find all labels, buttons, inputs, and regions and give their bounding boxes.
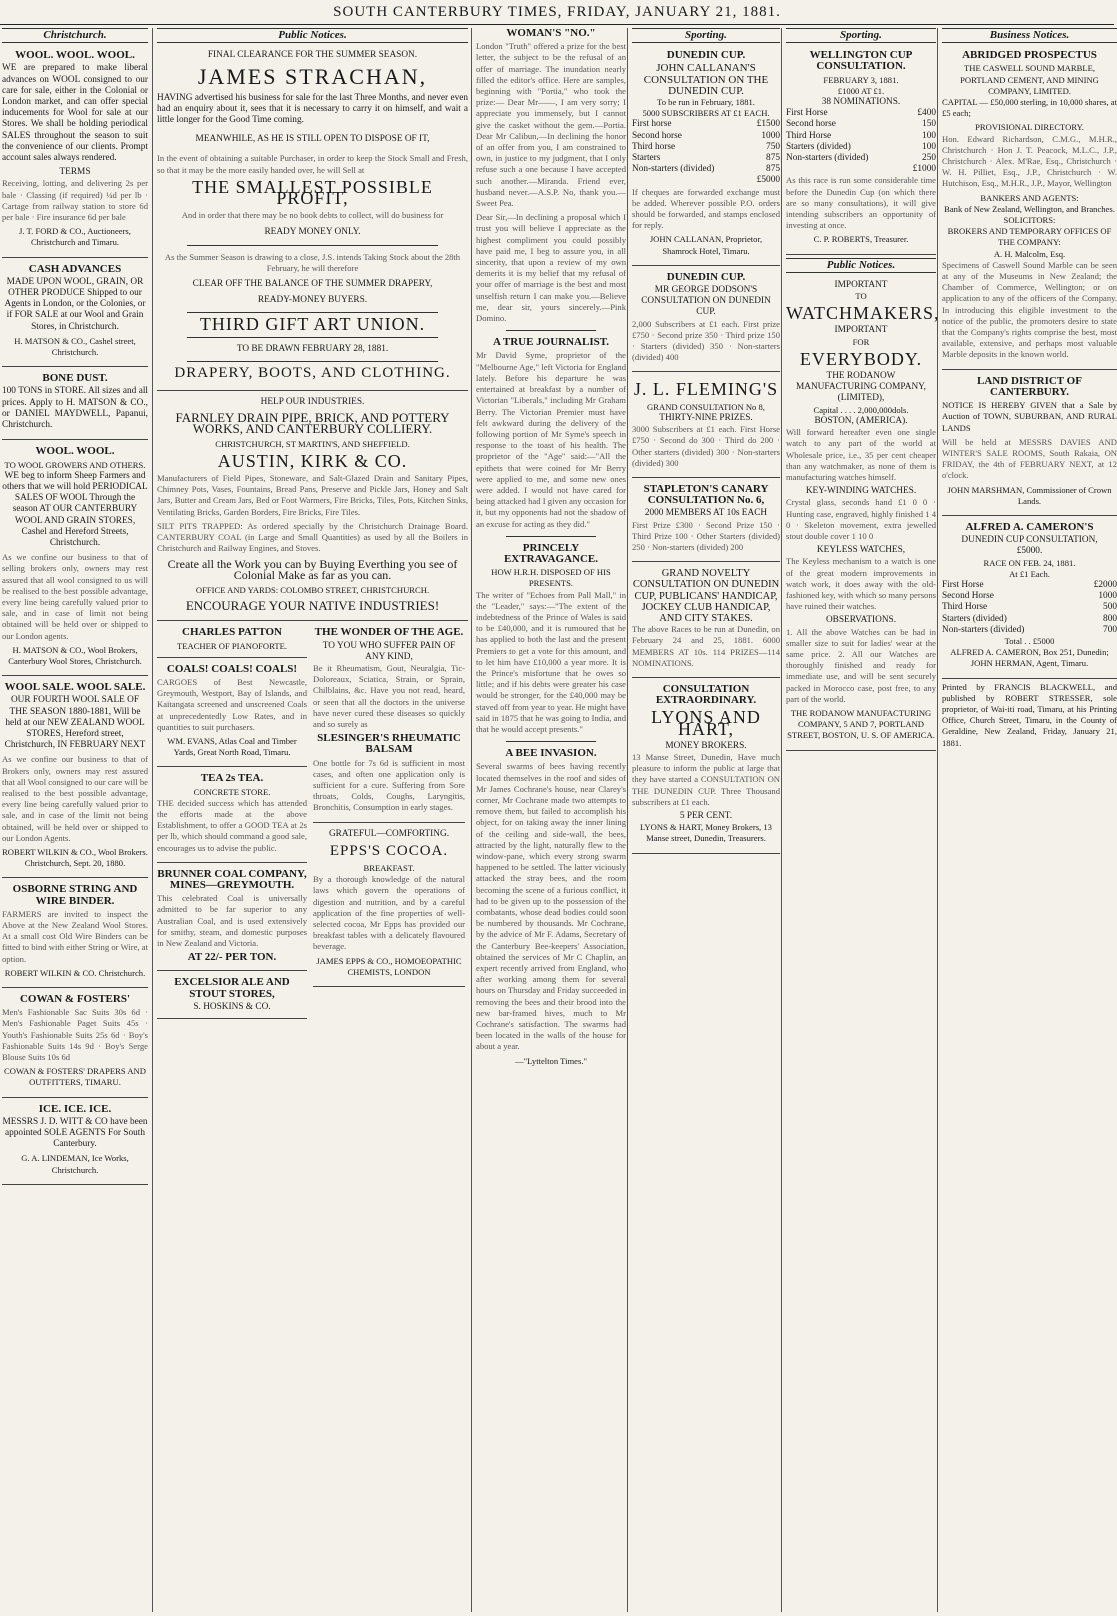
ad-title: EXCELSIOR ALE AND STOUT STORES, xyxy=(174,976,290,1000)
ad-encourage: ENCOURAGE YOUR NATIVE INDUSTRIES! xyxy=(185,598,440,614)
article-title: WOMAN'S "NO." xyxy=(506,27,596,39)
ad-headline: FINAL CLEARANCE FOR THE SUMMER SEASON. xyxy=(207,50,418,61)
prize-amount: 875 xyxy=(766,164,780,175)
prize-label: Non-starters (divided) xyxy=(942,624,1025,635)
ad-each: At £1 Each. xyxy=(1009,568,1050,579)
ad-subtitle: TO WOOL GROWERS AND OTHERS. xyxy=(4,459,146,470)
ad-title: WELLINGTON CUP CONSULTATION. xyxy=(809,49,913,73)
ad-filler: This celebrated Coal is universally admitted to be far superior to any Australian Coal, and is used extensively for smithy, steam, and domestic purposes in New Zealand and Victoria. xyxy=(157,893,307,948)
prize-label: First horse xyxy=(632,119,672,130)
ad-sufferers: TO YOU WHO SUFFER PAIN OF ANY KIND, xyxy=(322,640,456,662)
prize-amount: £400 xyxy=(917,108,936,119)
column-business-notices xyxy=(937,28,1117,1612)
prize-label: First Horse xyxy=(942,579,984,590)
ad-to: TO xyxy=(855,291,867,302)
ad-filler: As we confine our business to that of selling brokers only, owners may rest assured that all wool consigned to us will be realised to the best possible advantage, every line being carefully valued prior to sale, and in case of limit not being obtained will be held over or shipped to our London agents. xyxy=(2,552,148,641)
ad-signature: JOHN MARSHMAN, Commissioner of Crown Lands. xyxy=(947,484,1112,506)
prize-row xyxy=(632,164,780,175)
ad-epps xyxy=(313,826,465,987)
column-articles xyxy=(471,28,626,1612)
ad-filler: 2,000 Subscribers at £1 each. First prize £750 · Second prize 350 · Third prize 150 · Starters (divided) 350 · Non-starters (divided) 400 xyxy=(632,318,780,363)
ad-filler: Crystal glass, seconds hand £1 0 0 · Hunting case, engraved, highly finished 1 4 0 · Skeleton movement, extra jewelled stout double cover 1 10 0 xyxy=(786,497,936,541)
ad-signature: H. MATSON & CO., Wool Brokers, Canterbury Wool Stores, Christchurch. xyxy=(8,644,142,666)
ad-for: FOR xyxy=(852,336,870,347)
column-christchurch xyxy=(2,28,148,1612)
prize-row xyxy=(942,602,1117,613)
ad-filler: THE decided success which has attended the efforts made at the above Establishment, to offer a GOOD TEA at 2s per lb, which should command a good sale, encourages us to advise the public. xyxy=(157,797,307,853)
ad-filler: Specimens of Caswell Sound Marble can be seen at any of the Museums in New Zealand; the Chamber of Commerce, Wellington; or on application to any of the officers of the Company. In introducing this eligible investment to the notice of the public, the promoters desire to state that the Company's rights comprise the best, most available, extensive, and perhaps most valuable Marble deposits in the known world. xyxy=(942,259,1117,360)
ad-art-union: THIRD GIFT ART UNION. xyxy=(199,314,426,335)
ad-filler: Hon. Edward Richardson, C.M.G., M.H.R., Christchurch · Hon J. T. Peacock, M.L.C., J.P., Christchurch · Alex. M'Rae, Esq., Christchurch · W. H. Pilliet, Esq., J.P., Christchurch · W. Hutchison, Esq., M.H.R., J.P., Mayor, Wellington xyxy=(942,133,1117,189)
ad-filler: CARGOES of Best Newcastle, Greymouth, Westport, Bay of Islands, and Kaitangata screened and unscreened Coals at unprecedentedly Low Rates, and in quantities to suit purchasers. xyxy=(157,676,307,732)
prize-label: Second Horse xyxy=(942,591,994,602)
prize-total: Total . . £5000 xyxy=(1004,635,1055,646)
ad-filler: 13 Manse Street, Dunedin, Have much pleasure to inform the public at large that they have started a CONSULTATION ON THE DUNEDIN CUP. Three Thousand subscribers at £1 each. xyxy=(632,751,780,807)
ad-consultation: JOHN CALLANAN'S CONSULTATION ON THE DUNEDIN CUP. xyxy=(643,62,769,97)
ad-signature: JAMES EPPS & CO., HOMOEOPATHIC CHEMISTS, LONDON xyxy=(316,955,462,977)
ad-directory: PROVISIONAL DIRECTORY. xyxy=(975,122,1084,133)
ad-title: WOOL. WOOL. WOOL. xyxy=(15,49,135,62)
prize-row xyxy=(786,142,936,153)
prize-table xyxy=(632,119,780,175)
ad-filler: 3000 Subscribers at £1 each. First Horse £750 · Second do 300 · Third do 200 · Other starters (divided) 300 · Non-starters (divided) 300 xyxy=(632,424,780,468)
article-title: A BEE INVASION. xyxy=(505,747,597,760)
ad-filler: Manufacturers of Field Pipes, Stoneware, and Salt-Glazed Drain and Sanitary Pipes, Chimney Pots, Vases, Fountains, Bread Pans, Preserve and Pickle Jars, Honey and Salt Jars, Butter and Cream Jars, Bed or Foot Warmers, Fire Bricks, Tiles, Pots, Kitchen Sinks, Ventilating Bricks, Garden Borders, Fire Bricks, Fire Tiles. xyxy=(157,473,468,517)
section-header: Public Notices. xyxy=(786,258,936,273)
prize-amount: 100 xyxy=(922,130,936,141)
ad-signature: WM. EVANS, Atlas Coal and Timber Yards, Great North Road, Timaru. xyxy=(167,735,297,758)
ad-austin: AUSTIN, KIRK & CO. xyxy=(217,450,408,471)
ad-filler: The above Races to be run at Dunedin, on February 24 and 25, 1881. 6000 MEMBERS AT 10s. 114 PRIZES—114 NOMINATIONS. xyxy=(632,624,780,668)
ad-drawn: TO BE DRAWN FEBRUARY 28, 1881. xyxy=(236,343,389,354)
prize-row xyxy=(632,119,780,130)
prize-row xyxy=(632,142,780,153)
prize-label: Third Horse xyxy=(942,602,988,613)
prize-row xyxy=(942,625,1117,636)
ad-body: MADE UPON WOOL, GRAIN, OR OTHER PRODUCE Shipped to our Agents in London, or the Colonies, or if FOR SALE at our Wool and Grain Stores, in Christchurch. xyxy=(4,276,146,332)
ad-body: OUR FOURTH WOOL SALE OF THE SEASON 1880-1881, Will be held at our NEW ZEALAND WOOL STORES, Hereford street, Christchurch, IN FEBRUARY NEXT xyxy=(4,695,146,751)
prize-amount: 250 xyxy=(922,153,936,164)
prize-amount: 150 xyxy=(922,119,936,130)
ad-subhead: MEANWHILE, AS HE IS STILL OPEN TO DISPOSE OF IT, xyxy=(195,134,430,145)
article-title: A TRUE JOURNALIST. xyxy=(492,336,610,349)
ad-cowan-fosters xyxy=(2,991,148,1098)
column-public-notices xyxy=(152,28,468,1612)
prize-label: Starters (divided) xyxy=(786,141,851,152)
prize-label: Non-starters (divided) xyxy=(632,164,715,175)
ad-body: 100 TONS in STORE. All sizes and all prices. Apply to H. MATSON & CO., or DANIEL MAYDWELL, Papanui, Christchurch. xyxy=(2,386,148,431)
ad-filler: Receiving, lotting, and delivering 2s per bale · Classing (if required) ¼d per lb · Cartage from railway station to store 6d per bale · Fire insurance 6d per bale xyxy=(2,178,148,223)
ad-everybody: EVERYBODY. xyxy=(799,348,923,369)
prize-row xyxy=(786,131,936,142)
ad-novelty xyxy=(632,565,780,678)
ad-bone-dust xyxy=(2,370,148,440)
prize-amount: 1000 xyxy=(1098,591,1117,602)
ad-company: THE CASWELL SOUND MARBLE, PORTLAND CEMENT, AND MINING COMPANY, LIMITED. xyxy=(960,63,1099,96)
column-sporting xyxy=(627,28,780,1612)
ad-filler: Will be held at MESSRS DAVIES AND WINTER'S SALE ROOMS, South Rakaia, ON FRIDAY, the 4th of FEBRUARY NEXT, at 12 o'clock. xyxy=(942,436,1117,481)
ad-clear: CLEAR OFF THE BALANCE OF THE SUMMER DRAPERY, xyxy=(192,279,433,290)
prize-table xyxy=(786,108,936,164)
ad-title: ALFRED A. CAMERON'S xyxy=(965,520,1094,533)
ad-subtitle: MONEY BROKERS. xyxy=(665,740,747,751)
ad-body: MESSRS J. D. WITT & CO have been appointed SOLE AGENTS For South Canterbury. xyxy=(2,1116,148,1150)
ad-tea xyxy=(157,770,307,862)
ad-breakfast: BREAKFAST. xyxy=(363,862,415,873)
ad-ready-money-buyers: READY-MONEY BUYERS. xyxy=(257,295,368,306)
ad-signature: C. P. ROBERTS, Treasurer. xyxy=(813,234,909,245)
ad-cup: DUNEDIN CUP CONSULTATION, xyxy=(961,535,1098,546)
ad-filler: Men's Fashionable Sac Suits 30s 6d · Men's Fashionable Paget Suits 45s · Youth's Fashionable Suits 25s 6d · Boy's Fashionable Suits 14s 9d · Boy's Serge Blouse Suits 10s 6d xyxy=(2,1007,148,1063)
ad-keywinding: KEY-WINDING WATCHES. xyxy=(805,486,917,497)
prize-row xyxy=(632,153,780,164)
column-watchmakers xyxy=(781,28,940,1612)
ad-epps-title: EPPS'S COCOA. xyxy=(329,842,449,859)
article-body: London "Truth" offered a prize for the best letter, the subject to be the refusal of an offer of marriage. The inundation nearly filled the editor's office. Here are samples, beginning with "Portia," who took the prize:— Dear Mr——, I am very sorry; I appreciate you immensely, but I cannot give the casket without the gem.—Portia. Dear Mr Calibun,—In declining the honor of an offer from you, I am constrained to own, in justice to my judgment, that I only refuse such a one because I have accepted such another.—Miranda. Friend ever, husband never.—A.S.P. No, thank you.—Sweet Pea. xyxy=(476,41,626,209)
ad-terms: TERMS xyxy=(59,167,91,178)
prize-amount: 875 xyxy=(766,153,780,164)
section-header: Public Notices. xyxy=(157,28,468,43)
article-body: The writer of "Echoes from Pall Mall," in the "Leader," says:—"The extent of the indebtedness of the Prince of Wales is said to be £40,000, and it is rumoured that he has applied to both the last and the present Premiers to get a vote for this amount, and to let him have £10,000 a year more. It is the Prince's misfortune that he owes so little; and if his debts were greater his case would be stronger, for the £40,000 may be staved off from year to year. He might have said in 1875 that he was going to India, and that he would accept presents." xyxy=(476,589,626,734)
ad-ice xyxy=(2,1101,148,1185)
ad-company: THE RODANOW MANUFACTURING COMPANY, (LIMITED), xyxy=(795,371,926,404)
article-title: PRINCELY EXTRAVAGANCE. xyxy=(503,541,599,565)
ad-grid xyxy=(157,624,468,1022)
ad-intro: HAVING advertised his business for sale for the last Three Months, and never even had an enquiry about it, sees that it is necessary to carry it on himself, and wait a little longer for the Good Time coming. xyxy=(157,92,468,126)
prize-label: Second horse xyxy=(632,130,682,141)
ad-title: J. L. FLEMING'S xyxy=(633,379,779,400)
ad-string-binder xyxy=(2,881,148,988)
ad-important: IMPORTANT xyxy=(834,279,888,290)
ad-filler: And in order that there may be no book debts to collect, will do business for xyxy=(181,210,444,221)
ad-subtitle: CONCRETE STORE. xyxy=(193,786,271,797)
ad-filler: SILT PITS TRAPPED: As ordered specially by the Christchurch Drainage Board. CANTERBURY COAL (in Large and Small Quantities) as used by all the Boilers in Christchurch and Railway Engines, and Stoves. xyxy=(157,520,468,554)
prize-label: Non-starters (divided) xyxy=(786,153,869,164)
prize-row xyxy=(786,119,936,130)
prize-amount: £2000 xyxy=(1093,579,1117,590)
ad-cameron xyxy=(942,519,1117,679)
ad-office: OFFICE AND YARDS: COLOMBO STREET, CHRISTCHURCH. xyxy=(195,584,430,595)
ad-title: CHARLES PATTON xyxy=(182,626,282,639)
ad-capital: Capital . . . . 2,000,000dols. xyxy=(813,404,909,415)
ad-ready-money: READY MONEY ONLY. xyxy=(264,227,361,238)
masthead: SOUTH CANTERBURY TIMES, FRIDAY, JANUARY 21, 1881. xyxy=(0,0,1114,25)
ad-members: 2000 MEMBERS AT 10s EACH xyxy=(644,508,768,519)
ad-signature: ROBERT WILKIN & CO. Christchurch. xyxy=(4,967,146,978)
prize-total: £5000 xyxy=(756,175,780,186)
ad-subs: 5000 SUBSCRIBERS AT £1 EACH. xyxy=(642,108,770,119)
ad-filler: If cheques are forwarded exchange must be added. Wherever possible P.O. orders should be forwarded, and stamps enclosed for reply. xyxy=(632,186,780,231)
ad-title: ABRIDGED PROSPECTUS xyxy=(962,49,1097,62)
ad-signature: ALFRED A. CAMERON, Box 251, Dunedin; JOHN HERMAN, Agent, Timaru. xyxy=(950,647,1109,669)
ad-fee: £1000 AT £1. xyxy=(837,85,885,96)
prize-row xyxy=(942,614,1117,625)
ad-drapery: DRAPERY, BOOTS, AND CLOTHING. xyxy=(174,364,451,381)
ad-title: DUNEDIN CUP. xyxy=(666,49,746,62)
ad-name: LYONS AND HART, xyxy=(651,707,761,739)
ad-subtitle: GRAND CONSULTATION No 8, xyxy=(647,401,765,412)
ad-title: COALS! COALS! COALS! xyxy=(166,662,298,675)
ad-lyons-hart xyxy=(632,681,780,854)
ad-filler: 1. All the above Watches can be had in smaller size to suit for ladies' wear at the same price. 2. All our Watches are thoroughly finished and ready for immediate use, and will be sent securely packed in Morocco case, post free, to any part of the world. xyxy=(786,626,936,704)
ad-subtitle: TEACHER OF PIANOFORTE. xyxy=(176,640,287,651)
ad-title: WOOL. WOOL. xyxy=(35,445,115,458)
ad-important: IMPORTANT xyxy=(834,325,888,336)
ad-body: WE beg to inform Sheep Farmers and others that we will hold PERIODICAL SALES OF WOOL Through the season AT OUR CANTERBURY WOOL AND GRAIN STORES, Cashel and Hereford Streets, Christchurch. xyxy=(2,470,148,548)
article-body: Several swarms of bees having recently located themselves in the roof and sides of Mr James Cochrane's house, near Clarey's corner, Mr Cochrane made two attempts to remove them, but failed to accomplish his object, for on taking away the inner lining of the ceiling and side-wall, the bees, attracted by the light, naturally flew to the window-pane, which every strong swarm happened to be settled. The latter viciously attacked the stray bees, and the room becoming the scene of a furious conflict, it had to be given up to the possession of the combatants, whose dead bodies could soon be numbered by thousands. Mr Cochrane, by the advice of Mr F. Adams, Secretary of the Canterbury Bee-keepers' Association, obtained the services of Mr C Chaplin, an expert recently arrived from England, who after working among them for several hours on Thursday and Friday succeeded in removing the bees and their brood into the new bar-framed hives, much to Mr Cochrane's satisfaction. The swarms had been located in the walls of the house for about a year. xyxy=(476,761,626,1052)
ad-bank: Bank of New Zealand, Wellington, and Branches. xyxy=(944,203,1115,214)
prize-label: First Horse xyxy=(786,108,828,119)
ad-boston: BOSTON, (AMERICA). xyxy=(814,415,908,426)
ad-farnley xyxy=(157,394,468,621)
ad-title: LAND DISTRICT OF CANTERBURY. xyxy=(977,374,1082,398)
ad-percent: 5 PER CENT. xyxy=(679,810,733,821)
ad-patton xyxy=(157,624,307,657)
ad-secretary: A. H. Malcolm, Esq. xyxy=(993,248,1066,259)
ad-create: Create all the Work you can by Buying Everthing you see of Colonial Make as far as you can. xyxy=(167,556,458,582)
section-header: Sporting. xyxy=(786,28,936,43)
ad-consultation: MR GEORGE DODSON'S CONSULTATION ON DUNEDIN CUP. xyxy=(641,285,771,318)
ad-title: COWAN & FOSTERS' xyxy=(19,993,131,1006)
ad-caswell-sound xyxy=(942,47,1117,369)
prize-amount: 750 xyxy=(766,141,780,152)
prize-label: Third Horse xyxy=(786,130,832,141)
ad-filler: As the Summer Season is drawing to a close, J.S. intends Taking Stock about the 28th February, he will therefore xyxy=(164,251,461,273)
ad-profit: THE SMALLEST POSSIBLE PROFIT, xyxy=(192,176,433,209)
ad-wool xyxy=(2,47,148,257)
ad-observations: OBSERVATIONS. xyxy=(825,615,897,626)
ad-prizes: THIRTY-NINE PRIZES. xyxy=(659,412,753,423)
ad-subcolumn-left xyxy=(157,624,307,1022)
ad-capital: CAPITAL — £50,000 sterling, in 10,000 shares, at £5 each; xyxy=(942,97,1117,119)
ad-signature: H. MATSON & CO., Cashel street, Christchurch. xyxy=(14,335,136,358)
prize-label: Starters xyxy=(632,153,661,164)
article-quote: —"Lyttelton Times." xyxy=(515,1055,587,1066)
prize-label: Starters (divided) xyxy=(942,613,1007,624)
ad-title: GRAND NOVELTY CONSULTATION ON DUNEDIN CUP, PUBLICANS' HANDICAP, JOCKEY CLUB HANDICAP, AND CITY STAKES. xyxy=(632,568,780,624)
ad-price: AT 22/- PER TON. xyxy=(187,951,277,964)
article-body: Dear Sir,—In declining a proposal which I trust you will believe I appreciate as the highest compliment you could possibly have paid me, I beg to assure you, in all sincerity, that upon a review of my own demerits it is my belief that my refusal of your offer of marriage is the best and most unselfish return I can make you.—Believe me, dear sir, yours sincerely.—Pink Domino. xyxy=(476,212,626,324)
ad-grateful: GRATEFUL—COMFORTING. xyxy=(328,828,450,839)
ad-race: RACE ON FEB. 24, 1881. xyxy=(983,557,1076,568)
ad-title: WOOL SALE. WOOL SALE. xyxy=(4,681,146,694)
ad-signature: THE RODANOW MANUFACTURING COMPANY, 5 AND 7, PORTLAND STREET, BOSTON, U. S. OF AMERICA. xyxy=(787,707,935,741)
prize-total: £1000 xyxy=(912,164,936,175)
ad-filler: Will forward hereafter even one single watch to any part of the world at Wholesale price, i.e., 35 per cent cheaper than any watchmaker, as none of them is manufacturing watches himself. xyxy=(786,427,936,482)
prize-amount: 700 xyxy=(1103,624,1117,635)
ad-brunner xyxy=(157,866,307,972)
prize-row xyxy=(942,580,1117,591)
ad-notice: NOTICE IS HEREBY GIVEN that a Sale by Auction of TOWN, SUBURBAN, AND RURAL LANDS xyxy=(942,400,1117,433)
ad-date: FEBRUARY 3, 1881. xyxy=(823,74,899,85)
ad-title: CASH ADVANCES xyxy=(28,262,122,275)
ad-filler: In the event of obtaining a suitable Purchaser, in order to keep the Stock Small and Fresh, so that it may be the more easily handed over, he will Sell at xyxy=(157,153,468,175)
ad-strachan xyxy=(157,47,468,391)
prize-table xyxy=(942,580,1117,636)
ad-cash-advances xyxy=(2,261,148,368)
ad-farnley-title: FARNLEY DRAIN PIPE, BRICK, AND POTTERY WORKS, AND CANTERBURY COLLIERY. xyxy=(175,410,450,437)
ad-wonder xyxy=(313,624,465,822)
prize-row xyxy=(786,153,936,164)
prize-amount: 1000 xyxy=(761,130,780,141)
ad-filler: The Keyless mechanism to a watch is one of the great modern improvements in watch work, it does away with the old-fashioned key, with which so many persons have ruined their watches. xyxy=(786,556,936,612)
ad-filler: As we confine our business to that of Brokers only, owners may rest assured that all Wool consigned to our care will be realised to the best possible advantage, every line being carefully valued prior to sale, and in case of the limit not being obtained, will be held over or shipped to our London Agents. xyxy=(2,754,148,843)
ad-excelsior xyxy=(157,974,307,1019)
ad-title: THE WONDER OF THE AGE. xyxy=(314,626,464,639)
ad-noms: 38 NOMINATIONS. xyxy=(821,97,901,108)
ad-title: CONSULTATION EXTRAORDINARY. xyxy=(655,682,757,707)
ad-subcolumn-right xyxy=(313,624,465,1022)
section-header: Business Notices. xyxy=(942,28,1117,43)
ad-stapleton xyxy=(632,481,780,562)
ad-title: DUNEDIN CUP. xyxy=(666,270,746,283)
ad-filler: By a thorough knowledge of the natural laws which govern the operations of digestion and nutrition, and by a careful application of the fine properties of well-selected cocoa, Mr Epps has provided our breakfast tables with a delicately flavoured beverage. xyxy=(313,874,465,952)
article-body: Mr David Syme, proprietor of the "Melbourne Age," left Victoria for England lately. Before his departure he was entertained at breakfast by a number of Victorian "Liberals," including Mr Graham Berry. The Victorian Premier must have felt awkward during the delivery of the following portion of Mr Syme's speech in response to the toast of his health. The proprietor of the "Age" said:—"All the epithets that were coined for Mr Berry were applied to me, and some new ones were added. I would not have cared for being attacked had I given any occasion for it, but my opponents had not the shadow of an excuse for acting as they did." xyxy=(476,350,626,529)
ad-farnley-sub: CHRISTCHURCH, ST MARTIN'S, AND SHEFFIELD. xyxy=(215,438,410,449)
ad-help: HELP OUR INDUSTRIES. xyxy=(260,397,365,408)
prize-row xyxy=(942,591,1117,602)
prize-label: Second horse xyxy=(786,119,836,130)
prize-amount: 500 xyxy=(1103,602,1117,613)
ad-run: To be run in February, 1881. xyxy=(657,97,755,108)
ad-brokers: BROKERS AND TEMPORARY OFFICES OF THE COMPANY: xyxy=(947,226,1112,248)
ad-filler: First Prize £300 · Second Prize 150 · Third Prize 100 · Other Starters (divided) 250 · Non-starters (divided) 200 xyxy=(632,519,780,552)
ad-callanan xyxy=(632,47,780,266)
ad-filler: FARMERS are invited to inspect the Above at the New Zealand Wool Stores. At a small cost Old Wire Binders can be fitted to bind with either String or Wire, at option. xyxy=(2,908,148,964)
ad-coals xyxy=(157,661,307,768)
ad-title: ICE. ICE. ICE. xyxy=(38,1102,112,1115)
ad-body: WE are prepared to make liberal advances on WOOL consigned to our care for sale, either in the Colonial or London market, and can offer special inducements for Wool for sale at our Stores. We shall be holding periodical SALES throughout the season to suit the convenience of our clients. Prompt account sales always rendered. xyxy=(2,63,148,164)
ad-signature: LYONS & HART, Money Brokers, 13 Manse street, Dunedin, Treasurers. xyxy=(640,822,772,844)
ad-filler: One bottle for 7s 6d is sufficient in most cases, and often one application only is sufficient for a cure. Suffering from Sore throats, Colds, Coughs, Laryngitis, Bronchitis, Consumption in early stages. xyxy=(313,757,465,813)
ad-signature: JOHN CALLANAN, Proprietor, Shamrock Hotel, Timaru. xyxy=(649,234,763,256)
ad-fleming xyxy=(632,375,780,477)
ad-keyless: KEYLESS WATCHES, xyxy=(816,545,906,556)
ad-signature: G. A. LINDEMAN, Ice Works, Christchurch. xyxy=(21,1153,129,1175)
ad-dodson xyxy=(632,269,780,373)
ad-title: STAPLETON'S CANARY CONSULTATION No. 6, xyxy=(643,482,769,507)
ad-wool-growers xyxy=(2,443,148,676)
prize-amount: £1500 xyxy=(756,119,780,130)
ad-land-district xyxy=(942,373,1117,516)
ad-signature: COWAN & FOSTERS' DRAPERS AND OUTFITTERS, TIMARU. xyxy=(4,1066,146,1088)
ad-title: BRUNNER COAL COMPANY, MINES—GREYMOUTH. xyxy=(157,867,307,891)
prize-row xyxy=(632,131,780,142)
ad-wool-sale xyxy=(2,679,148,878)
ad-wellington-cup xyxy=(786,47,936,254)
section-header: Christchurch. xyxy=(2,28,148,43)
prize-amount: 800 xyxy=(1103,613,1117,624)
prize-row xyxy=(786,108,936,119)
ad-balsam: SLESINGER'S RHEUMATIC BALSAM xyxy=(317,732,461,756)
imprint: Printed by FRANCIS BLACKWELL, and published by ROBERT STRESSER, sole proprietor, of Wai-iti road, Timaru, at his Printing Office, Church Street, Timaru, in the County of Geraldine, New Zealand, Friday, January 21, 1881. xyxy=(942,681,1117,748)
ad-title: OSBORNE STRING AND WIRE BINDER. xyxy=(12,883,138,907)
ad-bankers: BANKERS AND AGENTS: xyxy=(980,192,1079,203)
ad-name: JAMES STRACHAN, xyxy=(197,64,428,90)
prize-amount: 100 xyxy=(922,141,936,152)
ad-hoskins: S. HOSKINS & CO. xyxy=(193,1001,271,1012)
ad-filler: Be it Rheumatism, Gout, Neuralgia, Tic-Doloreaux, Sciatica, Strain, or Sprain, Chilblains, &c. Have you not read, heard, or seen that all the doctors in the universe have never cured these diseases so quickly and so surely as xyxy=(313,662,465,729)
ad-title: BONE DUST. xyxy=(42,372,108,385)
ad-amount: £5000. xyxy=(1016,546,1043,557)
prize-label: Third horse xyxy=(632,141,676,152)
ad-signature: ROBERT WILKIN & CO., Wool Brokers. Christchurch, Sept. 20, 1880. xyxy=(2,847,148,869)
ad-title: TEA 2s TEA. xyxy=(200,772,264,785)
ad-filler: As this race is run some considerable time before the Dunedin Cup (on which there are so many consultations), it will give intending subscribers an opportunity of investing at once. xyxy=(786,175,936,231)
ad-solicitors: SOLICITORS: xyxy=(1003,215,1056,226)
ad-signature: J. T. FORD & CO., Auctioneers, Christchurch and Timaru. xyxy=(19,226,131,248)
ad-watchmakers: WATCHMAKERS, xyxy=(786,303,940,324)
article-subtitle: HOW H.R.H. DISPOSED OF HIS PRESENTS. xyxy=(491,567,611,589)
section-header: Sporting. xyxy=(632,28,780,43)
ad-rodanow xyxy=(786,277,940,751)
